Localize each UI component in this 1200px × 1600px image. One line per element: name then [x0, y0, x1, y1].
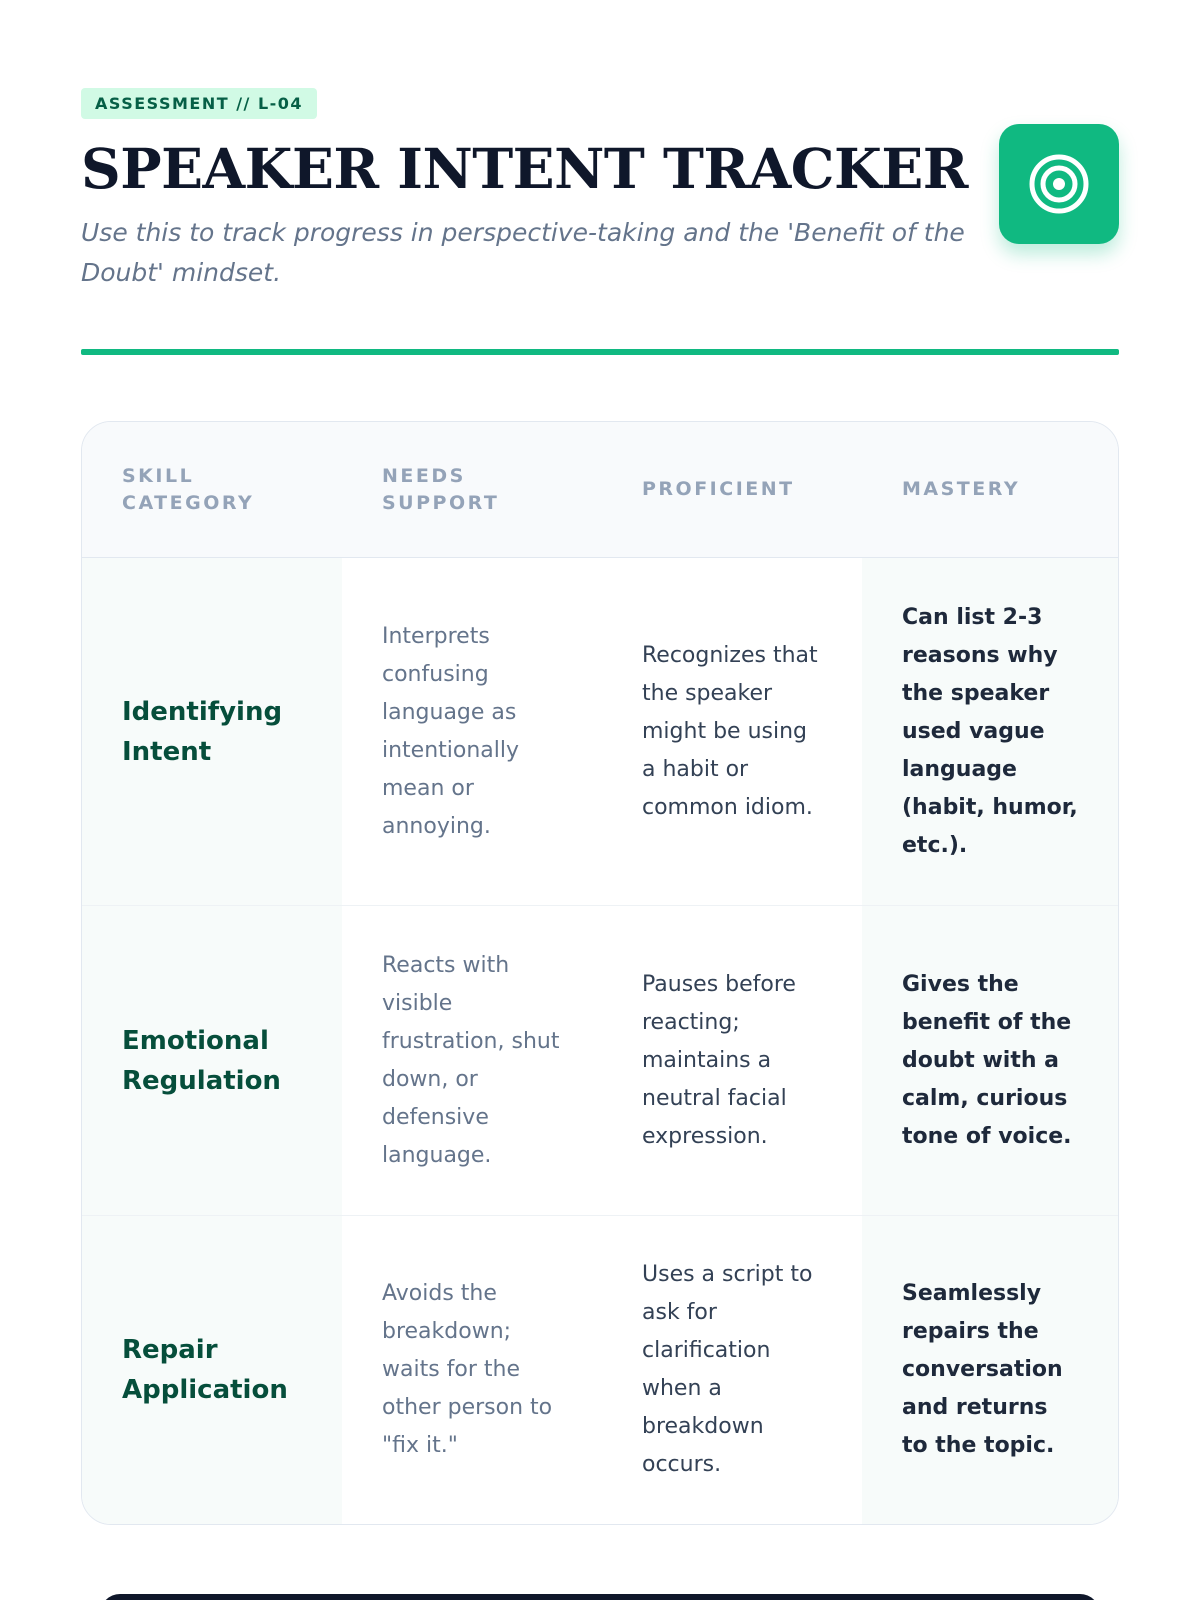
rubric-table	[81, 421, 1119, 1525]
needs-support-cell: Avoids the breakdown; waits for the other person to "fix it."	[342, 1216, 602, 1524]
mastery-cell: Can list 2-3 reasons why the speaker used vague language (habit, humor, etc.).	[862, 558, 1119, 905]
column-header-proficient: PROFICIENT	[642, 478, 795, 500]
table-row	[82, 906, 1118, 1216]
header-divider	[81, 349, 1119, 355]
mastery-cell: Seamlessly repairs the conversation and returns to the topic.	[862, 1216, 1119, 1524]
column-header-skill-category: SKILL CATEGORY	[122, 464, 255, 514]
needs-support-cell: Interprets confusing language as intentionally mean or annoying.	[342, 558, 602, 905]
proficient-cell: Uses a script to ask for clarification when a breakdown occurs.	[602, 1216, 862, 1524]
skill-cell: Repair Application	[82, 1216, 342, 1524]
assessment-badge: ASSESSMENT // L-04	[81, 88, 317, 119]
column-header-mastery: MASTERY	[902, 478, 1021, 500]
needs-support-cell: Reacts with visible frustration, shut down, or defensive language.	[342, 906, 602, 1215]
logo-tile	[999, 124, 1119, 244]
target-icon	[1027, 152, 1091, 216]
page-subtitle: Use this to track progress in perspective-taking and the 'Benefit of the Doubt' mindset.	[81, 218, 965, 287]
table-header-row	[82, 422, 1118, 558]
header	[81, 0, 1119, 293]
skill-cell: Emotional Regulation	[82, 906, 342, 1215]
column-header-needs-support: NEEDS SUPPORT	[382, 464, 500, 514]
mastery-cell: Gives the benefit of the doubt with a calm, curious tone of voice.	[862, 906, 1119, 1215]
page-title: SPEAKER INTENT TRACKER	[81, 136, 968, 201]
skill-cell: Identifying Intent	[82, 558, 342, 905]
table-row	[82, 1216, 1118, 1524]
proficient-cell: Pauses before reacting; maintains a neutral facial expression.	[602, 906, 862, 1215]
proficient-cell: Recognizes that the speaker might be using a habit or common idiom.	[602, 558, 862, 905]
table-row	[82, 558, 1118, 906]
bottom-panel-edge	[100, 1594, 1100, 1600]
